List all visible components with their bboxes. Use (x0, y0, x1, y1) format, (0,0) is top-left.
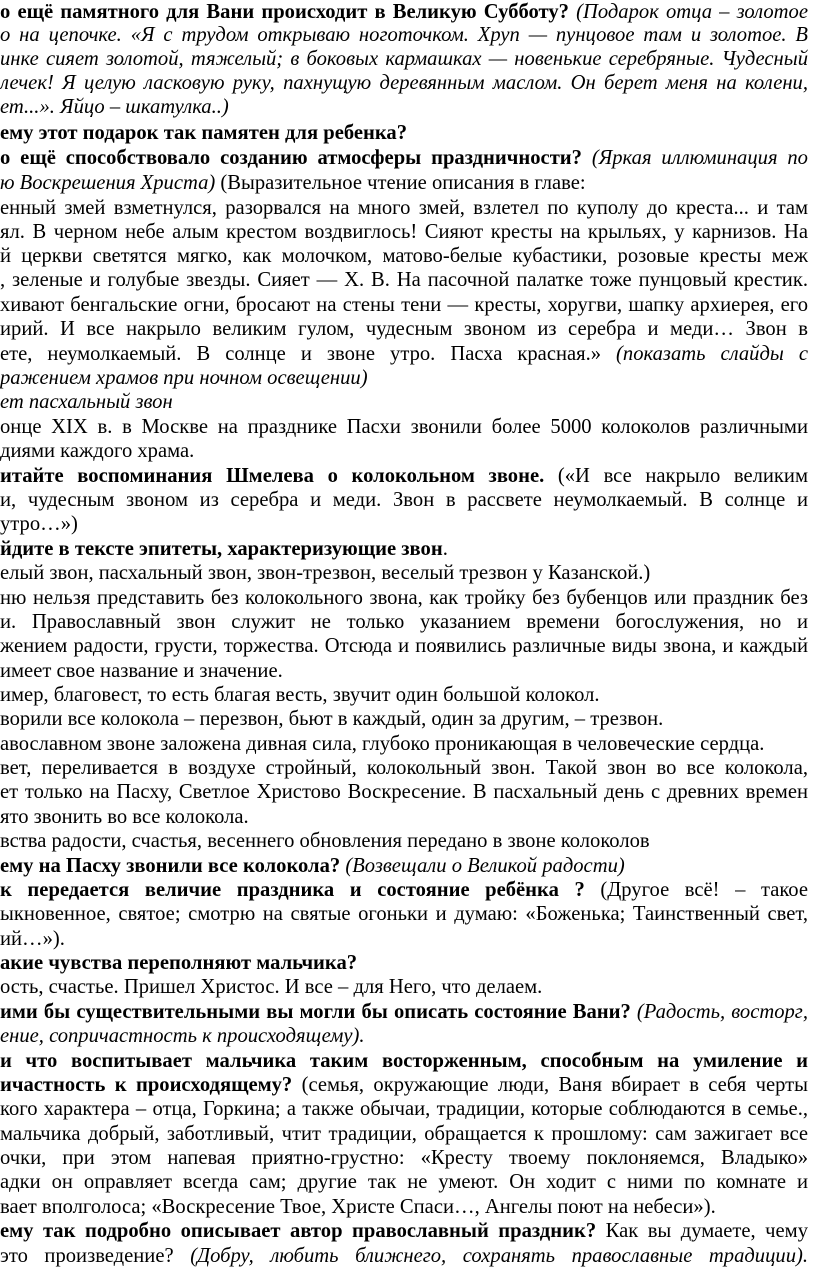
text-line: утро…») (0, 513, 78, 535)
text-line: ет...». Яйцо – шкатулка..) (0, 96, 229, 118)
text-line: ете, неумолкаемый. В солнце и звоне утро. Пасха красная.» (показать слайды с (0, 343, 808, 365)
text-line: ял. В черном небе алым крестом воздвиглось! Сияют кресты на крыльях, у карнизов. На (0, 221, 808, 243)
text-line: о на цепочке. «Я с трудом открываю ноготочком. Хруп — пунцовое там и золотое. В (0, 24, 808, 46)
text-line: итайте воспоминания Шмелева о колокольном звоне. («И все накрыло великим (0, 465, 808, 487)
text-line: ичастность к происходящему? (семья, окружающие люди, Ваня вбирает в себя черты (0, 1074, 808, 1096)
text-line: йдите в тексте эпитеты, характеризующие звон. (0, 538, 448, 560)
text-line: ражением храмов при ночном освещении) (0, 367, 368, 389)
text-line: вет, переливается в воздухе стройный, колокольный звон. Такой звон во все колокола, (0, 757, 808, 779)
text-line: ирий. И все накрыло великим гулом, чудесным звоном из серебра и меди… Звон в (0, 318, 808, 340)
text-line: ий…»). (0, 928, 65, 950)
text-line: ню нельзя представить без колокольного звона, как тройку без бубенцов или праздник без (0, 587, 808, 609)
text-line: к передается величие праздника и состояние ребёнка ? (Другое всё! – такое (0, 879, 808, 901)
text-line: адки он оправляет всегда сам; другие так не умеют. Он ходит с ними по комнате и (0, 1171, 808, 1193)
text-line: хивают бенгальские огни, бросают на стены тени — кресты, хоругви, шапку архиерея, его (0, 294, 808, 316)
text-line: ение, сопричастность к происходящему). (0, 1025, 365, 1047)
text-line: ю Воскрешения Христа) (Выразительное чтение описания в главе: (0, 172, 586, 194)
text-line: очки, при этом напевая приятно-грустно: «Кресту твоему поклоняемся, Владыко» (0, 1147, 808, 1169)
text-line: мальчика добрый, заботливый, чтит традиции, обращается к прошлому: сам зажигает все (0, 1123, 808, 1145)
text-line: диями каждого храма. (0, 440, 195, 462)
text-line: ость, счастье. Пришел Христос. И все – для Него, что делаем. (0, 976, 543, 998)
text-line: ему так подробно описывает автор православный праздник? Как вы думаете, чему (0, 1220, 808, 1242)
text-line: вства радости, счастья, весеннего обновления передано в звоне колоколов (0, 830, 650, 852)
text-line: авославном звоне заложена дивная сила, глубоко проникающая в человеческие сердца. (0, 733, 765, 755)
text-line: и что воспитывает мальчика таким восторженным, способным на умиление и (0, 1050, 808, 1072)
text-line: это произведение? (Добру, любить ближнего, сохранять православные традиции). (0, 1245, 809, 1267)
text-line: жением радости, грусти, торжества. Отсюда и появились различные виды звона, и каждый (0, 635, 808, 657)
text-line: ет пасхальный звон (0, 391, 173, 413)
text-line: лечек! Я целую ласковую руку, пахнущую деревянным маслом. Он берет меня на колени, (0, 72, 808, 94)
text-line: ято звонить во все колокола. (0, 806, 249, 828)
text-line: ему на Пасху звонили все колокола? (Возвещали о Великой радости) (0, 855, 625, 877)
text-line: ыкновенное, святое; смотрю на святые огоньки и думаю: «Боженька; Таинственный свет, (0, 903, 808, 925)
text-line: имеет свое название и значение. (0, 660, 283, 682)
text-line: ет только на Пасху, Светлое Христово Воскресение. В пасхальный день с древних времен (0, 781, 808, 803)
text-line: ими бы существительными вы могли бы описать состояние Вани? (Радость, восторг, (0, 1001, 808, 1023)
text-line: и. Православный звон служит не только указанием времени богослужения, но и (0, 611, 808, 633)
text-line: , зеленые и голубые звезды. Сияет — Х. В. На пасочной палатке тоже пунцовый крестик. (0, 269, 808, 291)
text-line: инке сияет золотой, тяжелый; в боковых кармашках — новенькие серебряные. Чудесный (0, 48, 808, 70)
text-line: ему этот подарок так памятен для ребенка? (0, 122, 408, 144)
text-line: акие чувства переполняют мальчика? (0, 952, 358, 974)
text-line: ворили все колокола – перезвон, бьют в каждый, один за другим, – трезвон. (0, 708, 664, 730)
text-line: онце XIX в. в Москве на празднике Пасхи звонили более 5000 колоколов различными (0, 416, 808, 438)
text-line: кого характера – отца, Горкина; а также обычаи, традиции, которые соблюдаются в семье., (0, 1098, 808, 1120)
text-line: енный змей взметнулся, разорвался на много змей, взлетел по куполу до креста... и там (0, 197, 808, 219)
text-line: о ещё памятного для Вани происходит в Великую Субботу? (Подарок отца – золотое (0, 1, 808, 23)
text-line: вает вполголоса; «Воскресение Твое, Христе Спаси…, Ангелы поют на небеси»). (0, 1196, 716, 1218)
text-line: й церкви светятся мягко, как молочком, матово-белые кубастики, розовые кресты меж (0, 245, 808, 267)
text-line: и, чудесным звоном из серебра и меди. Звон в рассвете неумолкаемый. В солнце и (0, 489, 808, 511)
text-line: о ещё способствовало созданию атмосферы праздничности? (Яркая иллюминация по (0, 147, 808, 169)
text-line: елый звон, пасхальный звон, звон-трезвон, веселый трезвон у Казанской.) (0, 562, 651, 584)
text-line: имер, благовест, то есть благая весть, звучит один большой колокол. (0, 684, 600, 706)
